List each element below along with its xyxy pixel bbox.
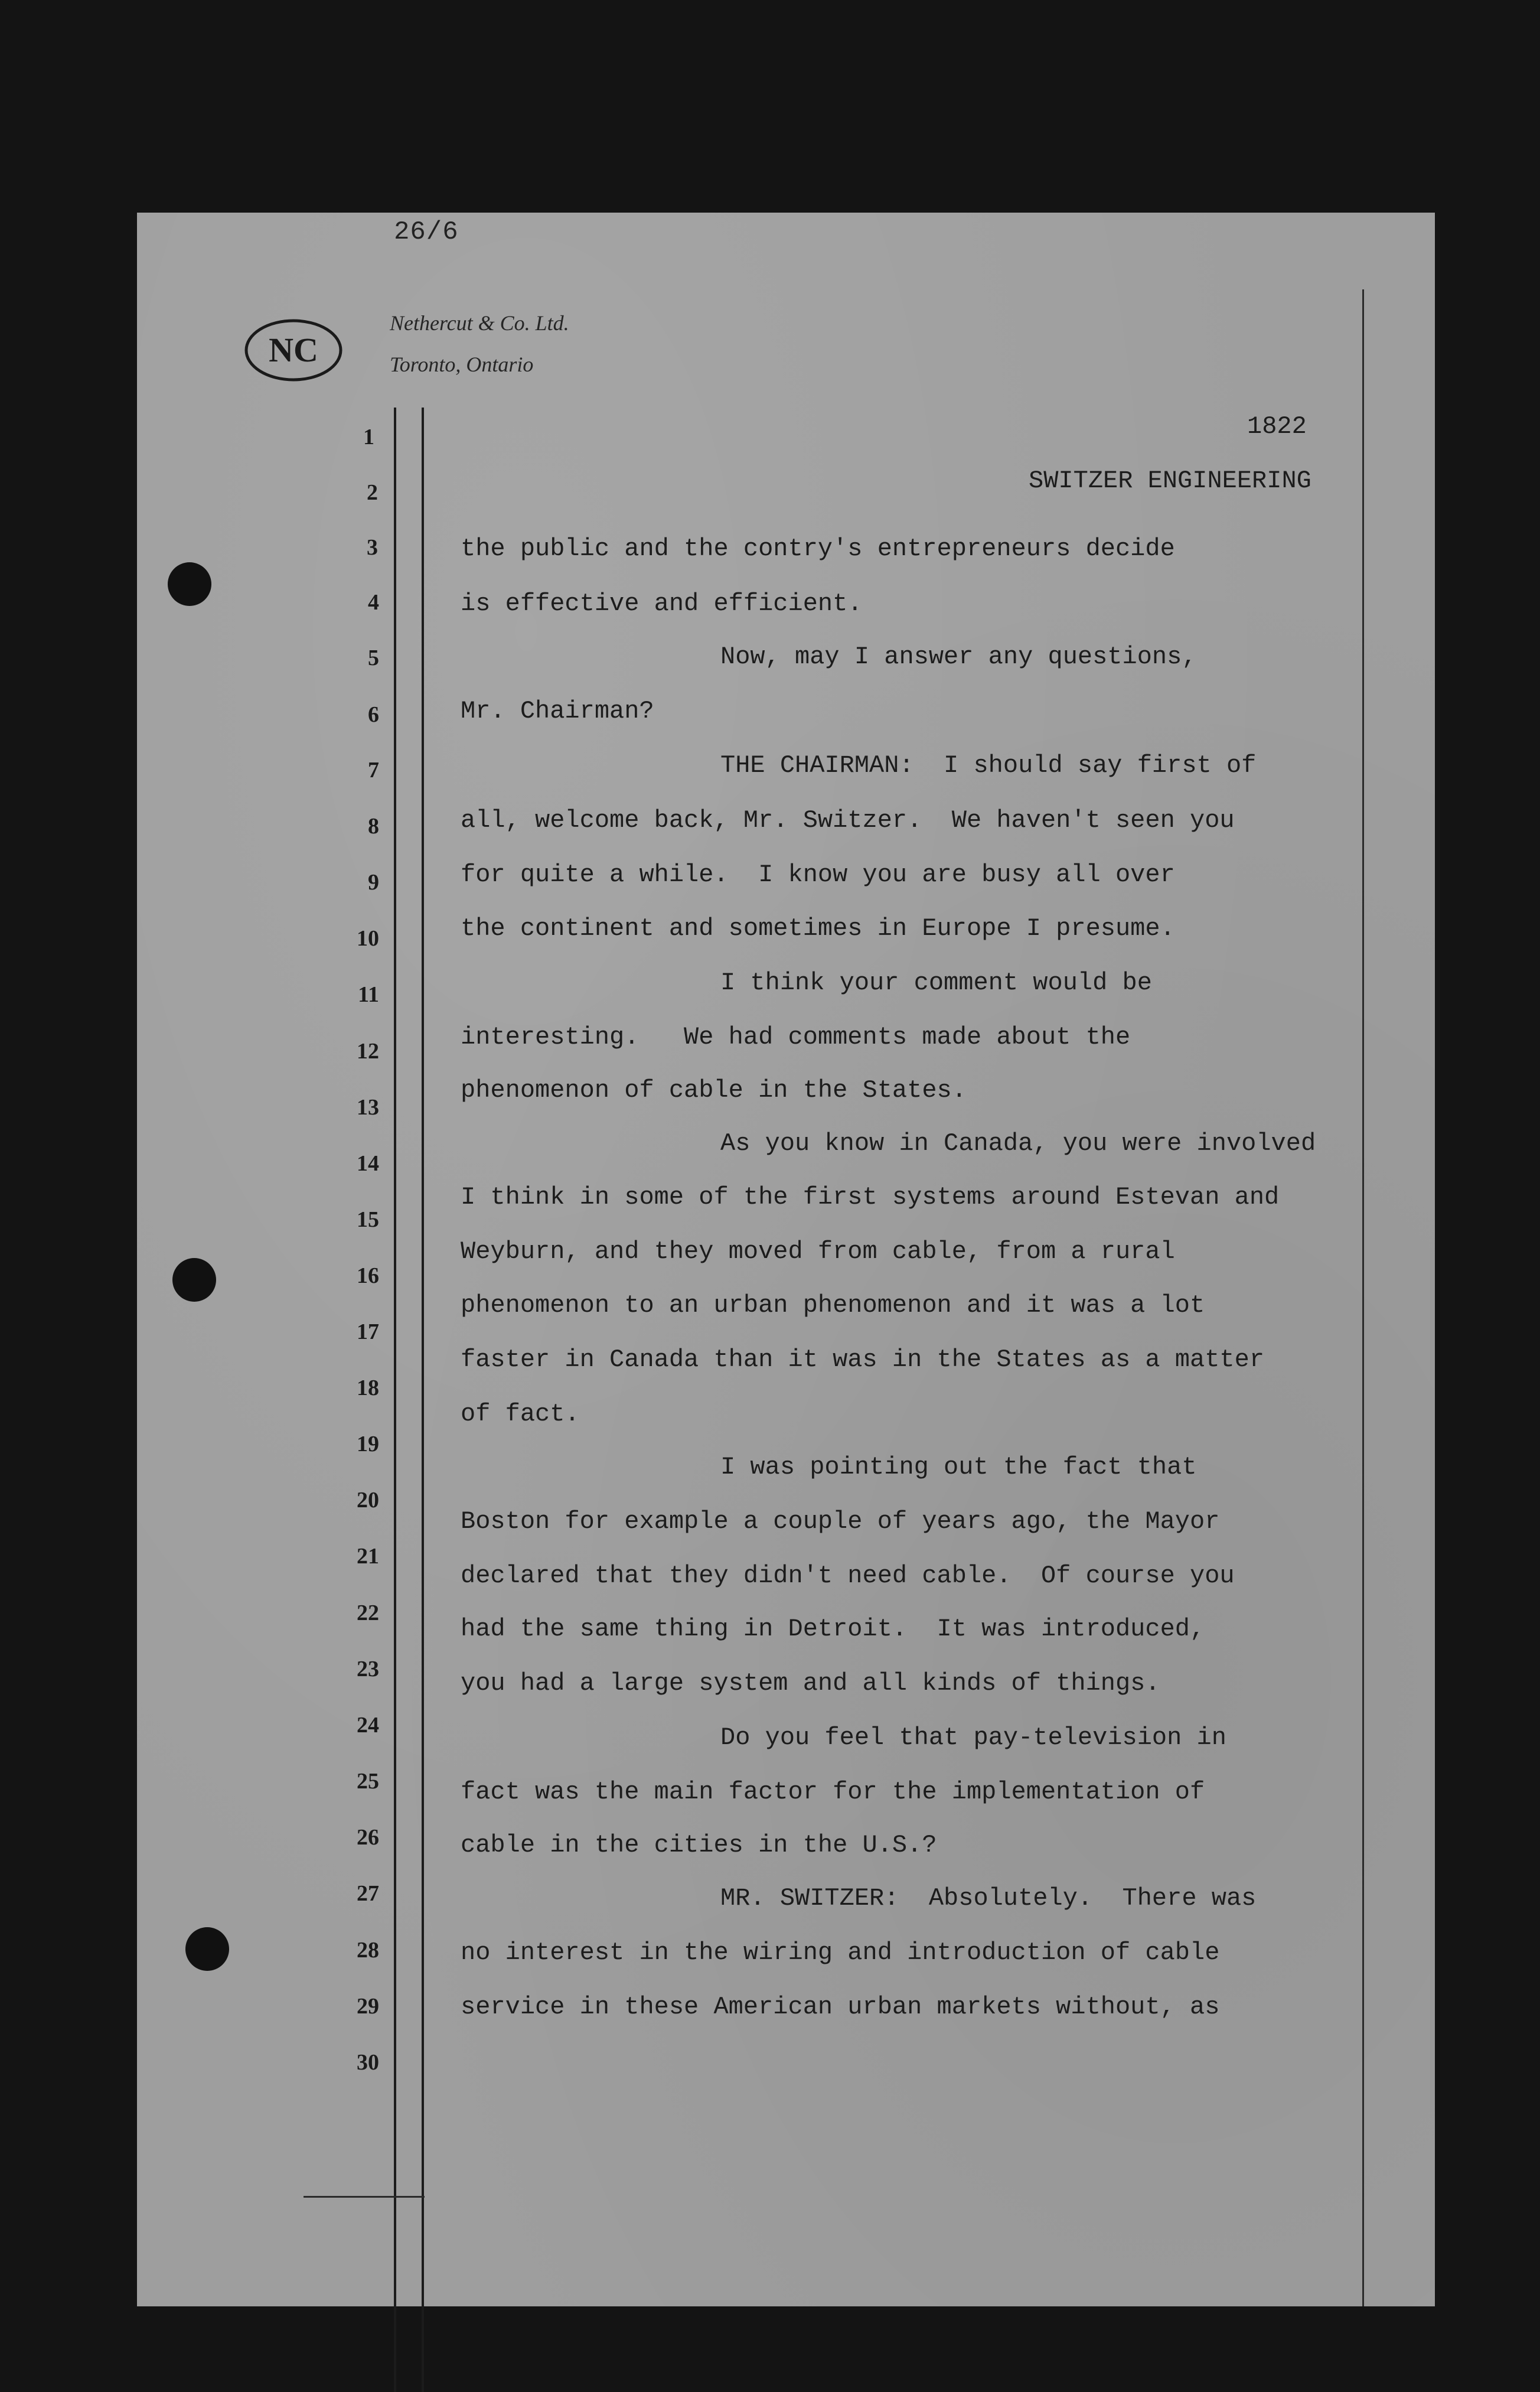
line-number: 7 (368, 758, 379, 783)
transcript-line: Weyburn, and they moved from cable, from a rural (461, 1237, 1175, 1266)
transcript-line: As you know in Canada, you were involved (720, 1129, 1316, 1158)
line-number: 28 (357, 1938, 379, 1963)
transcript-line: THE CHAIRMAN: I should say first of (720, 751, 1257, 780)
section-header: SWITZER ENGINEERING (1029, 467, 1311, 495)
line-number: 2 (367, 480, 378, 505)
line-number: 10 (357, 926, 379, 951)
line-number: 8 (368, 814, 379, 839)
transcript-line: fact was the main factor for the implementation of (461, 1778, 1205, 1806)
transcript-line: you had a large system and all kinds of things. (461, 1669, 1160, 1697)
transcript-line: cable in the cities in the U.S.? (461, 1831, 937, 1859)
transcript-line: faster in Canada than it was in the States as a matter (461, 1345, 1265, 1374)
line-number: 24 (357, 1713, 379, 1738)
transcript-line: for quite a while. I know you are busy all over (461, 861, 1175, 889)
transcript-line: all, welcome back, Mr. Switzer. We haven't seen you (461, 806, 1235, 835)
transcript-line: no interest in the wiring and introduction of cable (461, 1938, 1220, 1967)
transcript-line: of fact. (461, 1400, 580, 1428)
transcript-line: Now, may I answer any questions, (720, 643, 1197, 671)
margin-rule (422, 408, 424, 2392)
transcript-line: service in these American urban markets without, as (461, 1993, 1220, 2021)
line-number: 14 (357, 1151, 379, 1176)
transcript-line: the public and the contry's entrepreneurs decide (461, 535, 1175, 563)
line-number: 25 (357, 1769, 379, 1794)
punch-hole (185, 1927, 229, 1971)
transcript-line: phenomenon to an urban phenomenon and it was a lot (461, 1291, 1205, 1319)
line-number: 17 (357, 1319, 379, 1344)
svg-text:NC: NC (269, 331, 318, 369)
transcript-line: is effective and efficient. (461, 589, 863, 618)
transcript-line: I think your comment would be (720, 969, 1152, 997)
transcript-line: interesting. We had comments made about the (461, 1023, 1131, 1051)
line-number: 30 (357, 2050, 379, 2075)
firm-city: Toronto, Ontario (390, 353, 534, 376)
right-margin-rule (1362, 289, 1364, 2306)
line-number: 21 (357, 1544, 379, 1569)
firm-name: Nethercut & Co. Ltd. (390, 311, 569, 335)
transcript-line: Boston for example a couple of years ago, the Mayor (461, 1507, 1220, 1536)
file-reference: 26/6 (394, 217, 459, 247)
line-number: 18 (357, 1376, 379, 1400)
line-number: 1 (363, 425, 374, 449)
transcript-line: phenomenon of cable in the States. (461, 1076, 967, 1104)
line-number: 11 (358, 982, 379, 1007)
line-number: 26 (357, 1825, 379, 1850)
line-number: 12 (357, 1039, 379, 1064)
nc-logo-icon (243, 318, 344, 383)
line-number: 20 (357, 1488, 379, 1513)
line-number: 9 (368, 870, 379, 895)
transcript-line: I think in some of the first systems around Estevan and (461, 1183, 1280, 1211)
line-number: 4 (368, 590, 379, 615)
line-number: 3 (367, 535, 378, 560)
transcript-line: had the same thing in Detroit. It was introduced, (461, 1615, 1205, 1643)
transcript-line: the continent and sometimes in Europe I presume. (461, 914, 1175, 943)
line-number: 6 (368, 702, 379, 727)
transcript-line: Mr. Chairman? (461, 697, 654, 725)
line-number: 19 (357, 1432, 379, 1456)
line-number: 16 (357, 1263, 379, 1288)
transcript-line: I was pointing out the fact that (720, 1453, 1197, 1481)
bottom-rule (304, 2196, 425, 2198)
margin-rule (394, 408, 396, 2392)
transcript-line: MR. SWITZER: Absolutely. There was (720, 1884, 1257, 1912)
transcript-line: declared that they didn't need cable. Of course you (461, 1562, 1235, 1590)
punch-hole (172, 1258, 216, 1302)
punch-hole (168, 562, 211, 606)
line-number: 5 (368, 646, 379, 670)
transcript-page (137, 213, 1435, 2306)
line-number: 23 (357, 1657, 379, 1681)
line-number: 13 (357, 1095, 379, 1120)
line-number: 22 (357, 1601, 379, 1625)
line-number: 27 (357, 1881, 379, 1906)
line-number: 29 (357, 1994, 379, 2019)
page-number: 1822 (1247, 412, 1307, 441)
line-number: 15 (357, 1207, 379, 1232)
transcript-line: Do you feel that pay-television in (720, 1723, 1226, 1752)
